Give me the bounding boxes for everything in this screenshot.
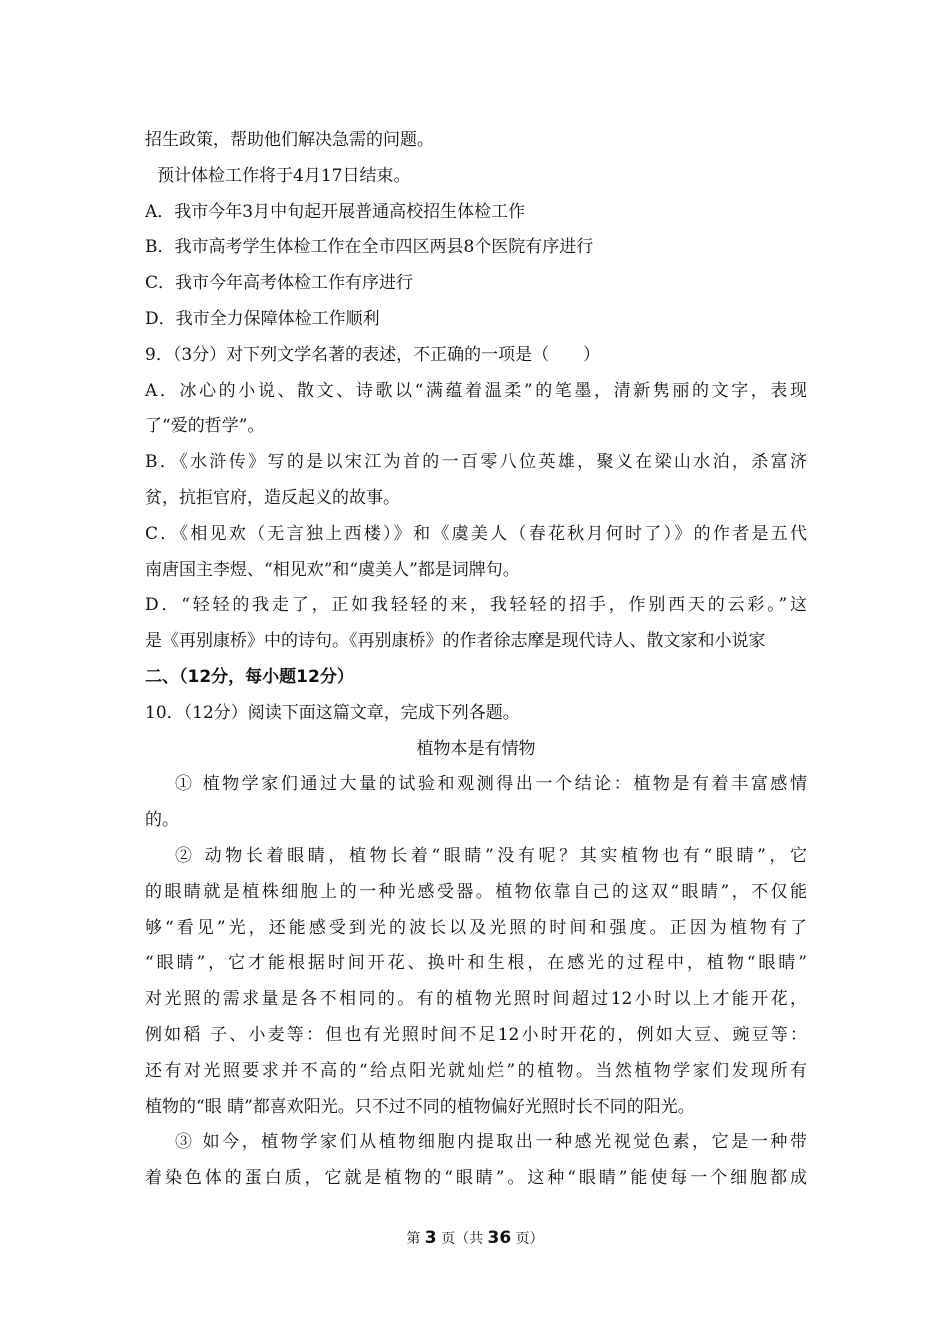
paragraph-line: 着染色体的蛋白质，它就是植物的“眼睛”。这种“眼睛”能使每一个细胞都成: [145, 1168, 807, 1189]
paragraph-line: 的。: [145, 810, 179, 831]
text-line: 南唐国主李煜、“相见欢”和“虞美人”都是词牌句。: [145, 559, 520, 580]
option-c: C．《相见欢（无言独上西楼）》和《虞美人（春花秋月何时了）》的作者是五代: [145, 523, 807, 544]
paragraph-line: ② 动物长着眼睛，植物长着“眼睛”没有呢？其实植物也有“眼睛”，它: [175, 845, 807, 866]
option-b: B．我市高考学生体检工作在全市四区两县8个医院有序进行: [145, 237, 594, 258]
option-a: A．我市今年3月中旬起开展普通高校招生体检工作: [145, 201, 526, 222]
option-d: D．我市全力保障体检工作顺利: [145, 308, 380, 329]
option-b: B．《水浒传》写的是以宋江为首的一百零八位英雄，聚义在梁山水泊，杀富济: [145, 452, 807, 473]
paragraph-line: 植物的“眼 睛”都喜欢阳光。只不过不同的植物偏好光照时长不同的阳光。: [145, 1096, 695, 1117]
footer-suffix: 页）: [515, 1231, 544, 1247]
option-c: C．我市今年高考体检工作有序进行: [145, 273, 414, 294]
paragraph-line: 例如稻 子、小麦等：但也有光照时间不足12小时开花的，例如大豆、豌豆等：: [145, 1024, 807, 1045]
footer-page-number: 3: [424, 1228, 437, 1248]
paragraph-line: 够“看见”光，还能感受到光的波长以及光照的时间和强度。正因为植物有了: [145, 917, 807, 938]
footer-prefix: 第: [406, 1231, 421, 1247]
paragraph-line: “眼睛”，它才能根据时间开花、换叶和生根，在感光的过程中，植物“眼睛”: [145, 953, 807, 974]
paragraph-line: 对光照的需求量是各不相同的。有的植物光照时间超过12小时以上才能开花，: [145, 989, 807, 1010]
question-9: 9．（3分）对下列文学名著的表述，不正确的一项是（ ）: [145, 344, 601, 365]
paragraph-line: ③ 如今，植物学家们从植物细胞内提取出一种感光视觉色素，它是一种带: [175, 1132, 807, 1153]
paragraph-line: ① 植物学家们通过大量的试验和观测得出一个结论：植物是有着丰富感情: [175, 774, 807, 795]
text-line: 了“爱的哲学”。: [145, 416, 265, 437]
footer-total-pages: 36: [487, 1228, 512, 1248]
page-content: [145, 123, 807, 1197]
text-line: 预计体检工作将于4月17日结束。: [157, 165, 411, 186]
option-a: A．冰心的小说、散文、诗歌以“满蕴着温柔”的笔墨，清新隽丽的文字，表现: [145, 380, 807, 401]
page-footer: [0, 1228, 950, 1248]
question-10: 10．（12分）阅读下面这篇文章，完成下列各题。: [145, 702, 520, 723]
text-line: 贫，抗拒官府，造反起义的故事。: [145, 487, 400, 508]
section-heading: 二、（12分，每小题12分）: [145, 666, 354, 687]
paragraph-line: 还有对光照要求并不高的“给点阳光就灿烂”的植物。当然植物学家们发现所有: [145, 1060, 807, 1081]
text-line: 招生政策，帮助他们解决急需的问题。: [145, 130, 434, 150]
paragraph-line: 的眼睛就是植株细胞上的一种光感受器。植物依靠自己的这双“眼睛”，不仅能: [145, 881, 807, 902]
article-title: 植物本是有情物: [416, 738, 536, 759]
option-d: D．“轻轻的我走了，正如我轻轻的来，我轻轻的招手，作别西天的云彩。”这: [145, 595, 807, 616]
footer-middle: 页（共: [441, 1231, 484, 1247]
text-line: 是《再别康桥》中的诗句。《再别康桥》的作者徐志摩是现代诗人、散文家和小说家: [145, 631, 766, 652]
